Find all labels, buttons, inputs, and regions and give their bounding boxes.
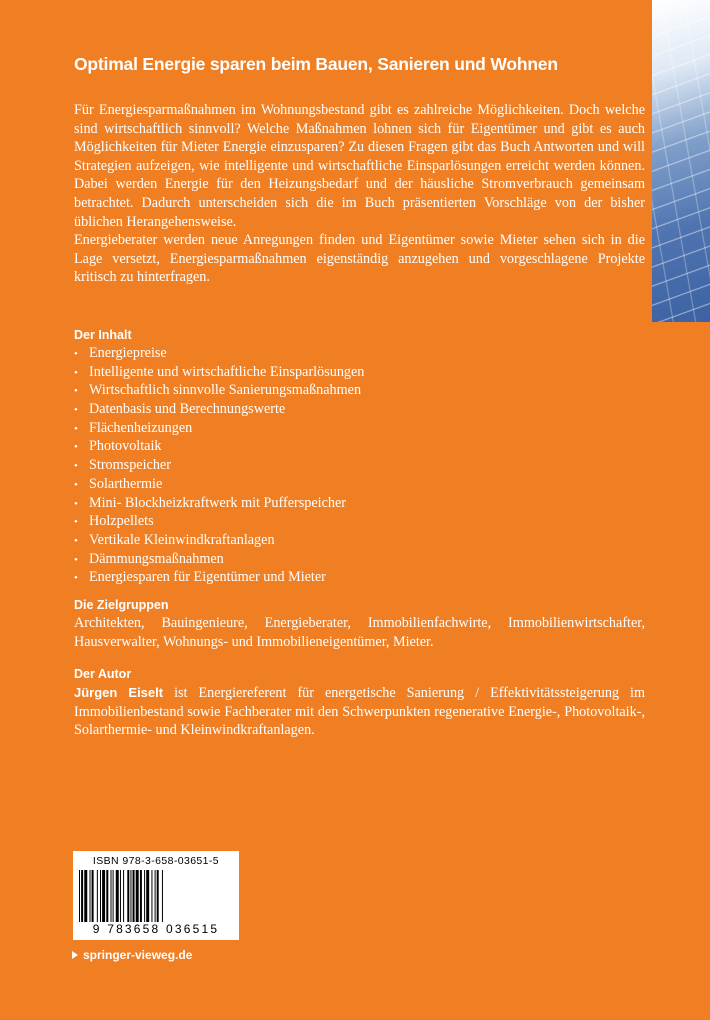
author-text — [74, 684, 645, 740]
barcode-stripe — [144, 870, 145, 922]
list-item: • Vertikale Kleinwindkraftanlagen — [74, 531, 275, 548]
barcode-stripe — [92, 870, 94, 922]
barcode-stripe — [116, 870, 119, 922]
book-title: Optimal Energie sparen beim Bauen, Sanieren und Wohnen — [74, 54, 558, 74]
intro-paragraph-1: Für Energiesparmaßnahmen im Wohnungsbestand gibt es zahlreiche Möglichkeiten. Doch welche sind wirtschaftlich sinnvoll? Welche Maßnahmen lohnen sich für Eigentümer und gibt es auch Möglichkeiten für Mieter Energie einzusparen? Zu diesen Fragen gibt das Buch Antworten und will Strategien aufzeigen, wie intelligente und wirtschaftliche Einsparlösungen erreicht werden können. Dabei werden Energie für den Heizungsbedarf und der häusliche Stromverbrauch gemeinsam betrachtet. Dadurch unterscheiden sich die im Buch präsentierten Vorschläge von der bisher üblichen Herangehensweise. — [74, 102, 645, 230]
barcode-stripe — [136, 870, 139, 922]
list-item: • Energiesparen für Eigentümer und Mieter — [74, 569, 326, 586]
barcode — [73, 851, 239, 940]
list-item: • Holzpellets — [74, 513, 154, 530]
barcode-stripe — [79, 870, 80, 922]
barcode-stripe — [151, 870, 152, 922]
audience-heading: Die Zielgruppen — [74, 598, 169, 612]
barcode-stripe — [102, 870, 105, 922]
arrow-right-icon — [72, 951, 78, 959]
author-heading: Der Autor — [74, 667, 132, 681]
intro-text — [74, 101, 645, 287]
barcode-stripe — [162, 870, 163, 922]
website-link[interactable] — [72, 948, 192, 962]
barcode-stripe — [106, 870, 108, 922]
solar-panel-image — [652, 0, 710, 322]
audience-text: Architekten, Bauingenieure, Energieberater, Immobilienfachwirte, Immobilienwirtschafter, Hausverwalter, Wohnungs- und Immobilieneigentümer, Mieter. — [74, 615, 645, 650]
barcode-stripe — [90, 870, 91, 922]
isbn-label: ISBN 978-3-658-03651-5 — [92, 855, 220, 867]
barcode-stripe — [120, 870, 121, 922]
list-item: • Intelligente und wirtschaftliche Einsparlösungen — [74, 363, 365, 380]
contents-list — [74, 344, 364, 587]
list-item: • Energiepreise — [74, 345, 167, 361]
list-item: • Photovoltaik — [74, 438, 162, 455]
list-item: • Datenbasis und Berechnungswerte — [74, 401, 286, 418]
barcode-stripe — [140, 870, 142, 922]
list-item: • Stromspeicher — [74, 457, 171, 474]
barcode-stripe — [113, 870, 114, 922]
barcode-stripe — [146, 870, 149, 922]
barcode-stripe — [97, 870, 98, 922]
barcode-stripe — [130, 870, 131, 922]
list-item: • Solarthermie — [74, 475, 163, 492]
barcode-stripe — [100, 870, 101, 922]
contents-heading: Der Inhalt — [74, 328, 132, 342]
barcode-stripe — [155, 870, 156, 922]
intro-paragraph-2: Energieberater werden neue Anregungen finden und Eigentümer sowie Mieter sehen sich in die Lage versetzt, Energiesparmaßnahmen eigenständig anzugehen und vorgeschlagene Projekte kritisch zu hinterfragen. — [74, 232, 645, 286]
barcode-bars — [79, 870, 233, 922]
barcode-stripe — [157, 870, 159, 922]
barcode-stripe — [111, 870, 112, 922]
list-item: • Flächenheizungen — [74, 419, 193, 436]
barcode-digits: 9 783658 036515 — [92, 922, 220, 936]
barcode-stripe — [84, 870, 87, 922]
author-bio: ist Energiereferent für energetische Sanierung / Effektivitätssteigerung im Immobilienbestand sowie Fachberater mit den Schwerpunkten regenerative Energie-, Photovoltaik-, Solarthermie- und Kleinwindkraftanlagen. — [74, 685, 646, 739]
list-item: • Mini- Blockheizkraftwerk mit Pufferspeicher — [74, 494, 347, 511]
barcode-stripe — [133, 870, 135, 922]
author-name: Jürgen Eiselt — [74, 685, 164, 700]
website-text: springer-vieweg.de — [83, 948, 193, 962]
list-item: • Dämmungsmaßnahmen — [74, 550, 224, 567]
barcode-stripe — [81, 870, 83, 922]
barcode-stripe — [123, 870, 124, 922]
barcode-stripe — [127, 870, 129, 922]
list-item: • Wirtschaftlich sinnvolle Sanierungsmaßnahmen — [74, 382, 362, 399]
